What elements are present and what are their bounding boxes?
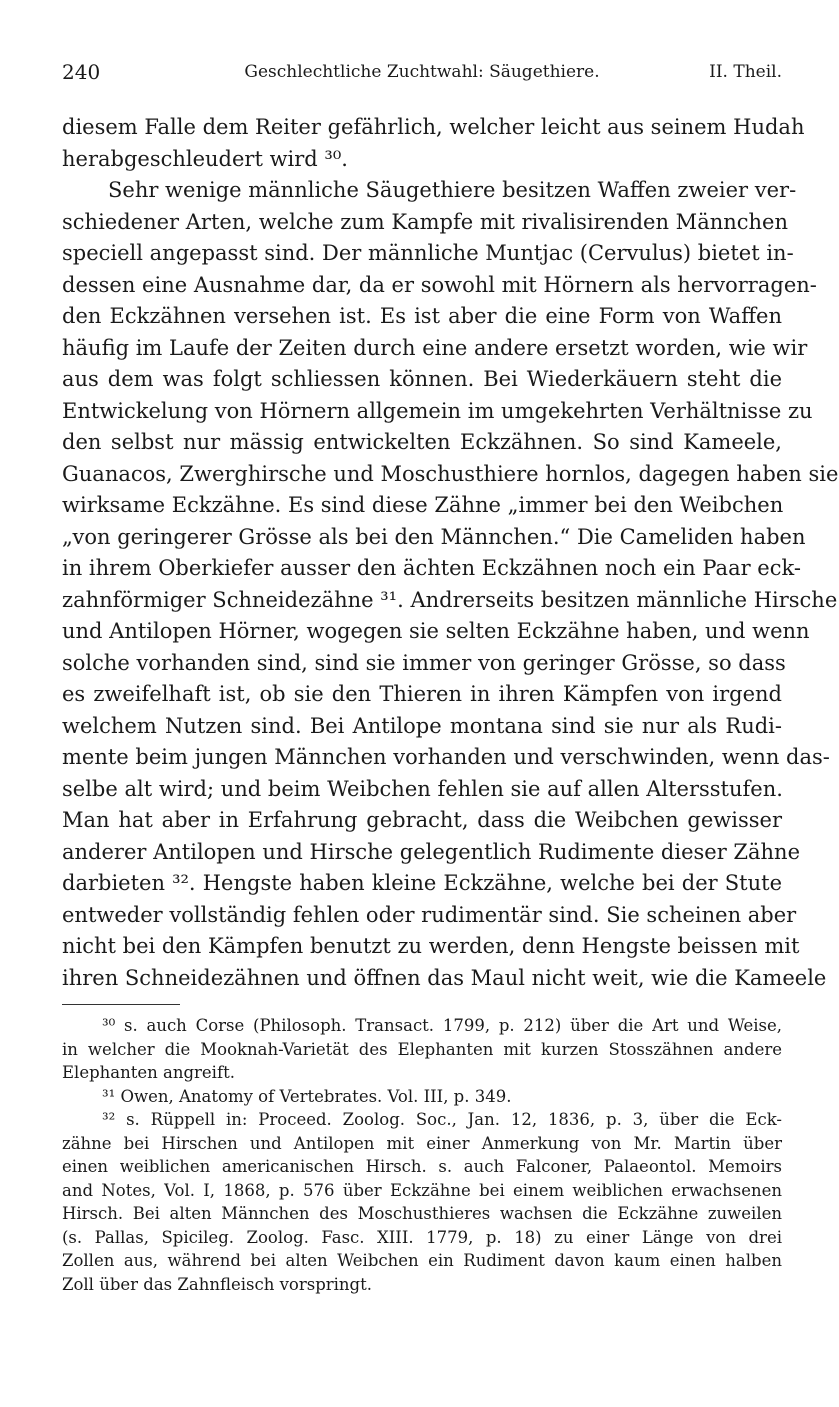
body-text xyxy=(62,112,839,994)
body-line: herabgeschleudert wird ³⁰. xyxy=(62,146,348,171)
body-line: ihren Schneidezähnen und öffnen das Maul nicht weit, wie die Kameele xyxy=(62,965,827,990)
body-line: speciell angepasst sind. Der männliche Muntjac (Cervulus) bietet in- xyxy=(62,241,794,265)
body-line: darbieten ³². Hengste haben kleine Eckzähne, welche bei der Stute xyxy=(62,871,782,895)
running-title: Geschlechtliche Zuchtwahl: Säugethiere. xyxy=(244,62,600,82)
footnote-line: ³¹ Owen, Anatomy of Vertebrates. Vol. III, p. 349. xyxy=(102,1086,512,1106)
body-line: Guanacos, Zwerghirsche und Moschusthiere hornlos, dagegen haben sie xyxy=(62,461,839,486)
body-line: Entwickelung von Hörnern allgemein im umgekehrten Verhältnisse zu xyxy=(62,398,813,423)
body-line: schiedener Arten, welche zum Kampfe mit rivalisirenden Männchen xyxy=(62,209,788,234)
body-line: nicht bei den Kämpfen benutzt zu werden, denn Hengste beissen mit xyxy=(62,934,800,958)
footnote-line: (s. Pallas, Spicileg. Zoolog. Fasc. XIII. 1779, p. 18) zu einer Länge von drei xyxy=(62,1227,782,1247)
body-line: häufig im Laufe der Zeiten durch eine andere ersetzt worden, wie wir xyxy=(62,335,808,360)
part-label: II. Theil. xyxy=(709,62,782,82)
page-header xyxy=(62,60,782,92)
footnote-line: Hirsch. Bei alten Männchen des Moschusthieres wachsen die Eckzähne zuweilen xyxy=(62,1204,782,1223)
page-number: 240 xyxy=(62,60,101,84)
body-line: welchem Nutzen sind. Bei Antilope montana sind sie nur als Rudi- xyxy=(62,713,782,738)
body-line: den Eckzähnen versehen ist. Es ist aber die eine Form von Waffen xyxy=(62,304,782,328)
footnote-line: Zollen aus, während bei alten Weibchen ein Rudiment davon kaum einen halben xyxy=(62,1251,782,1270)
body-line: Sehr wenige männliche Säugethiere besitzen Waffen zweier ver- xyxy=(108,178,797,202)
body-line: „von geringerer Grösse als bei den Männchen.“ Die Cameliden haben xyxy=(62,524,806,549)
body-line: es zweifelhaft ist, ob sie den Thieren in ihren Kämpfen von irgend xyxy=(62,682,782,706)
body-line: wirksame Eckzähne. Es sind diese Zähne „immer bei den Weibchen xyxy=(62,493,784,517)
footnote-line: Elephanten angreift. xyxy=(62,1063,235,1082)
footnote-line: einen weiblichen americanischen Hirsch. s. auch Falconer, Palaeontol. Memoirs xyxy=(62,1157,782,1176)
footnote-line: ³² s. Rüppell in: Proceed. Zoolog. Soc., Jan. 12, 1836, p. 3, über die Eck- xyxy=(102,1110,782,1129)
body-line: solche vorhanden sind, sind sie immer von geringer Grösse, so dass xyxy=(62,650,786,675)
footnote-line: and Notes, Vol. I, 1868, p. 576 über Eckzähne bei einem weiblichen erwachsenen xyxy=(62,1180,782,1200)
body-line: entweder vollständig fehlen oder rudimentär sind. Sie scheinen aber xyxy=(62,902,797,927)
body-line: selbe alt wird; und beim Weibchen fehlen sie auf allen Altersstufen. xyxy=(62,776,783,801)
body-line: anderer Antilopen und Hirsche gelegentlich Rudimente dieser Zähne xyxy=(62,839,801,864)
body-line: diesem Falle dem Reiter gefährlich, welcher leicht aus seinem Hudah xyxy=(62,115,805,139)
body-line: Man hat aber in Erfahrung gebracht, dass die Weibchen gewisser xyxy=(62,808,782,832)
footnote-line: in welcher die Mooknah-Varietät des Elephanten mit kurzen Stosszähnen andere xyxy=(62,1039,782,1059)
body-line: zahnförmiger Schneidezähne ³¹. Andrerseits besitzen männliche Hirsche xyxy=(62,587,838,612)
body-line: dessen eine Ausnahme dar, da er sowohl mit Hörnern als hervorragen- xyxy=(62,272,817,297)
footnote-line: Zoll über das Zahnfleisch vorspringt. xyxy=(62,1274,372,1294)
footnote-divider xyxy=(62,1004,180,1005)
footnotes xyxy=(62,1014,782,1296)
body-line: und Antilopen Hörner, wogegen sie selten Eckzähne haben, und wenn xyxy=(62,619,810,643)
body-line: den selbst nur mässig entwickelten Eckzähnen. So sind Kameele, xyxy=(62,430,782,454)
footnote-line: zähne bei Hirschen und Antilopen mit einer Anmerkung von Mr. Martin über xyxy=(62,1133,782,1153)
body-line: mente beim jungen Männchen vorhanden und verschwinden, wenn das- xyxy=(62,745,830,769)
body-line: in ihrem Oberkiefer ausser den ächten Eckzähnen noch ein Paar eck- xyxy=(62,556,801,580)
footnote-line: ³⁰ s. auch Corse (Philosoph. Transact. 1799, p. 212) über die Art und Weise, xyxy=(102,1016,782,1035)
body-line: aus dem was folgt schliessen können. Bei Wiederkäuern steht die xyxy=(62,367,782,391)
